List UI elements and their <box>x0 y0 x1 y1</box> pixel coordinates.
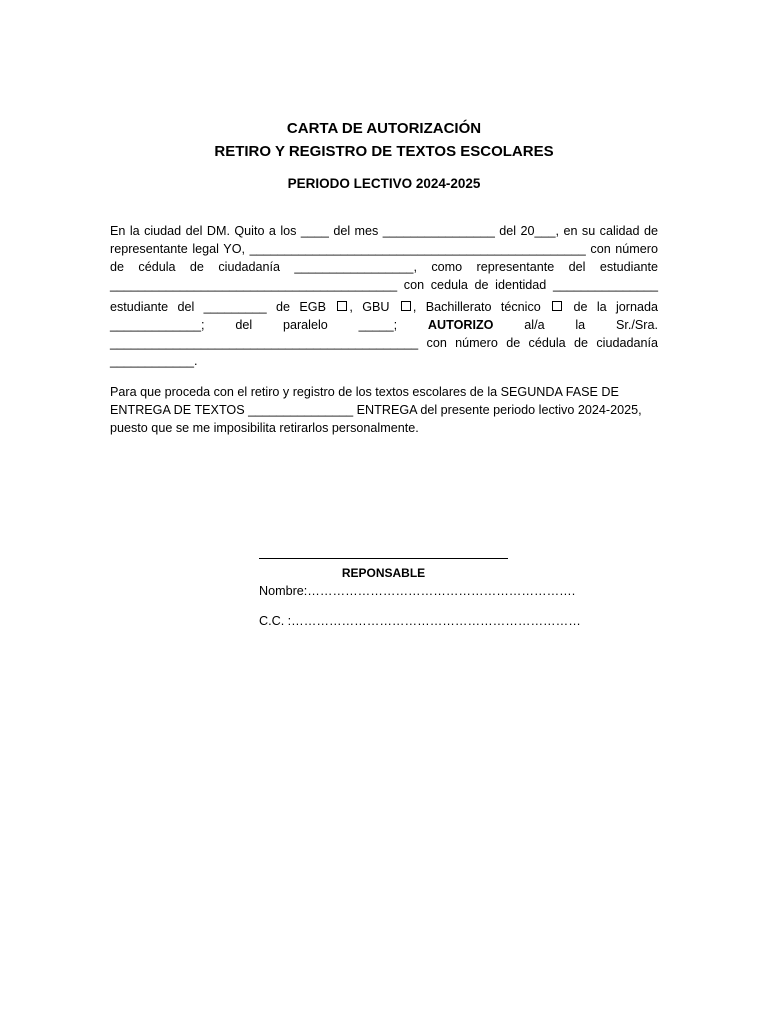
text-line <box>110 316 658 334</box>
text-line: En la ciudad del DM. Quito a los ____ del mes ________________ del 20___, en su calidad de <box>110 224 658 238</box>
paragraph-student <box>110 298 658 370</box>
text-fragment: , GBU <box>349 300 399 314</box>
text-line: _________________________________________ con cedula de identidad _______________ <box>110 278 658 292</box>
text-line: ____________________________________________ con número de cédula de ciudadanía <box>110 336 658 350</box>
name-field: Nombre:………………………………………………………. <box>259 584 576 598</box>
text-fragment: al/a la Sr./Sra. <box>493 318 658 332</box>
text-line <box>110 298 658 316</box>
text-line: representante legal YO, ________________________________________________ con número <box>110 242 658 256</box>
text-line: puesto que se me imposibilita retirarlos personalmente. <box>110 421 419 435</box>
checkbox-gbu[interactable] <box>401 301 411 311</box>
cc-field: C.C. :…………………………………………………………… <box>259 614 581 628</box>
text-line: ____________. <box>110 354 198 368</box>
text-line: Para que proceda con el retiro y registro de los textos escolares de la SEGUNDA FASE DE <box>110 385 619 399</box>
title-line-1: CARTA DE AUTORIZACIÓN <box>286 120 482 137</box>
text-fragment: , Bachillerato técnico <box>412 300 551 314</box>
text-fragment: estudiante del _________ de EGB <box>110 300 336 314</box>
text-line: ENTREGA DE TEXTOS _______________ ENTREGA del presente periodo lectivo 2024-2025, <box>110 403 642 417</box>
checkbox-egb[interactable] <box>337 301 347 311</box>
paragraph-purpose <box>110 383 658 437</box>
paragraph-intro <box>110 222 658 294</box>
signature-line <box>259 558 508 559</box>
signature-label: REPONSABLE <box>341 566 426 580</box>
text-fragment: de la jornada <box>564 300 659 314</box>
text-line: de cédula de ciudadanía _________________, como representante del estudiante <box>110 260 658 274</box>
title-line-2: RETIRO Y REGISTRO DE TEXTOS ESCOLARES <box>214 143 554 160</box>
period-title: PERIODO LECTIVO 2024-2025 <box>287 176 481 191</box>
checkbox-bachillerato[interactable] <box>552 301 562 311</box>
autorizo-label: AUTORIZO <box>427 318 494 332</box>
text-fragment: _____________; del paralelo _____; <box>110 318 428 332</box>
